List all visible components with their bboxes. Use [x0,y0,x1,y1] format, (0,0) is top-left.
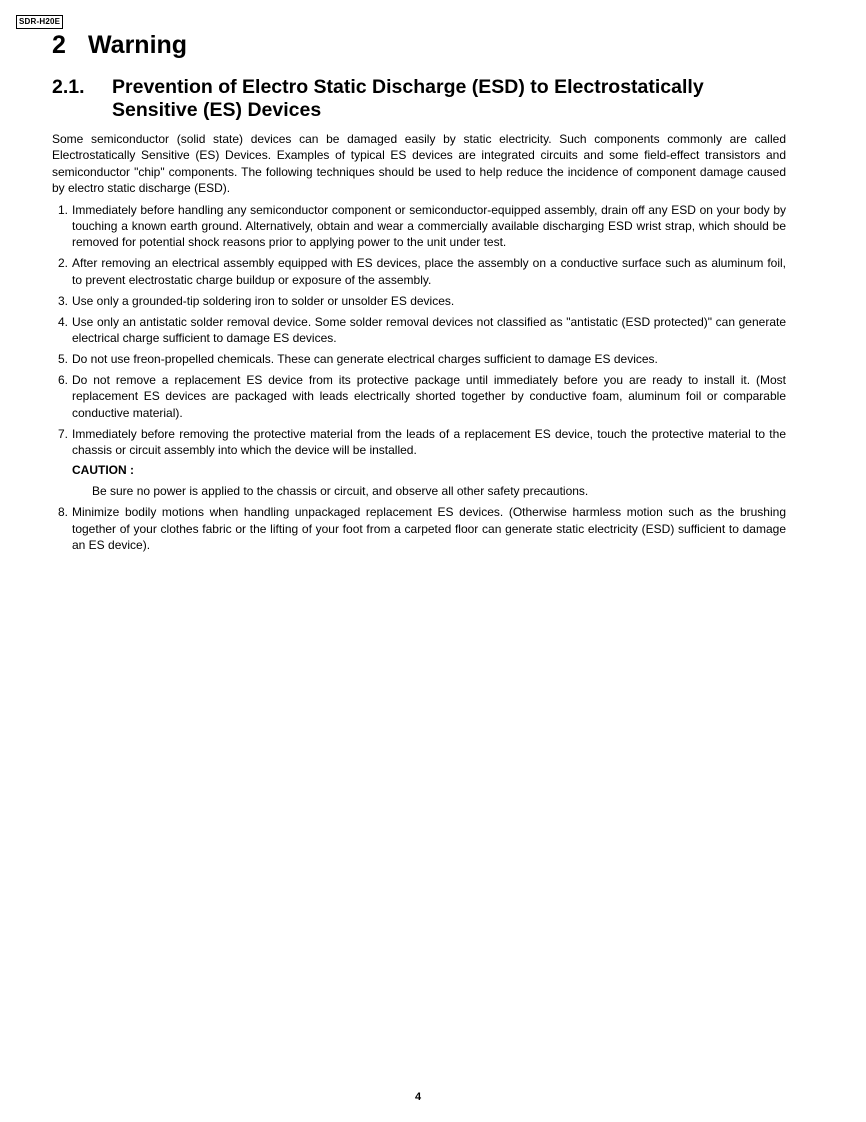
chapter-title-text: Warning [88,31,188,59]
list-marker: 4. [58,314,69,329]
intro-paragraph: Some semiconductor (solid state) devices can be damaged easily by static electricity. Such components commonly are called Electrostatically Sensitive (ES) Devices. Examples of typical ES devices are integrated circuits and some field-effect transistors and semiconductor "chip" components. The following techniques should be used to help reduce the incidence of component damage caused by electro static discharge (ESD). [52,132,786,196]
list-item-text: Immediately before removing the protective material from the leads of a replacement ES device, touch the protective material to the chassis or circuit assembly into which the device will be installed. [72,426,786,457]
list-marker: 3. [58,293,69,308]
list-marker: 6. [58,372,69,387]
list-item [52,202,786,251]
list-item-text: Use only a grounded-tip soldering iron to solder or unsolder ES devices. [72,293,455,308]
page-number: 4 [414,1091,422,1103]
list-marker: 1. [58,202,69,217]
list-item-text: Do not remove a replacement ES device from its protective package until immediately before you are ready to install it. (Most replacement ES devices are packaged with leads electrically shorted together by conductive foam, aluminum foil or comparable conductive material). [72,372,786,420]
list-item-text: Do not use freon-propelled chemicals. These can generate electrical charges sufficient to damage ES devices. [72,351,658,366]
list-marker: 7. [58,426,69,441]
list-item [52,314,786,347]
chapter-title [52,29,187,61]
list-item [52,426,786,500]
list-item [52,255,786,288]
list-item-text: Minimize bodily motions when handling unpackaged replacement ES devices. (Otherwise harmless motion such as the brushing together of your clothes fabric or the lifting of your foot from a carpeted floor can generate static electricity (ESD) sufficient to damage an ES device). [72,505,786,552]
list-marker: 5. [58,351,69,366]
section-number: 2.1. [52,76,85,98]
list-item [52,372,786,421]
list-item-text: Use only an antistatic solder removal device. Some solder removal devices not classified as "antistatic (ESD protected)" can generate electrical charge sufficient to damage ES devices. [72,314,786,345]
chapter-number: 2 [52,31,66,59]
section-title [52,76,792,122]
list-marker: 2. [58,256,69,271]
list-item-text: Immediately before handling any semiconductor component or semiconductor-equipped assembly, drain off any ESD on your body by touching a known earth ground. Alternatively, obtain and wear a commercially available discharging ESD wrist strap, which should be removed for potential shock reasons prior to applying power to the unit under test. [72,202,786,250]
list-item [52,293,786,309]
section-title-text: Prevention of Electro Static Discharge (ESD) to Electrostatically Sensitive (ES) Devices [112,76,704,121]
list-marker: 8. [58,505,69,520]
list-item [52,351,786,367]
document-body [52,131,786,558]
list-item-text: After removing an electrical assembly equipped with ES devices, place the assembly on a conductive surface such as aluminum foil, to prevent electrostatic charge buildup or exposure of the assembly. [72,256,786,287]
caution-text: Be sure no power is applied to the chassis or circuit, and observe all other safety precautions. [92,484,589,499]
caution-label: CAUTION : [72,463,134,478]
model-tag: SDR-H20E [16,15,63,29]
list-item [52,504,786,553]
esd-precaution-list [52,202,786,554]
